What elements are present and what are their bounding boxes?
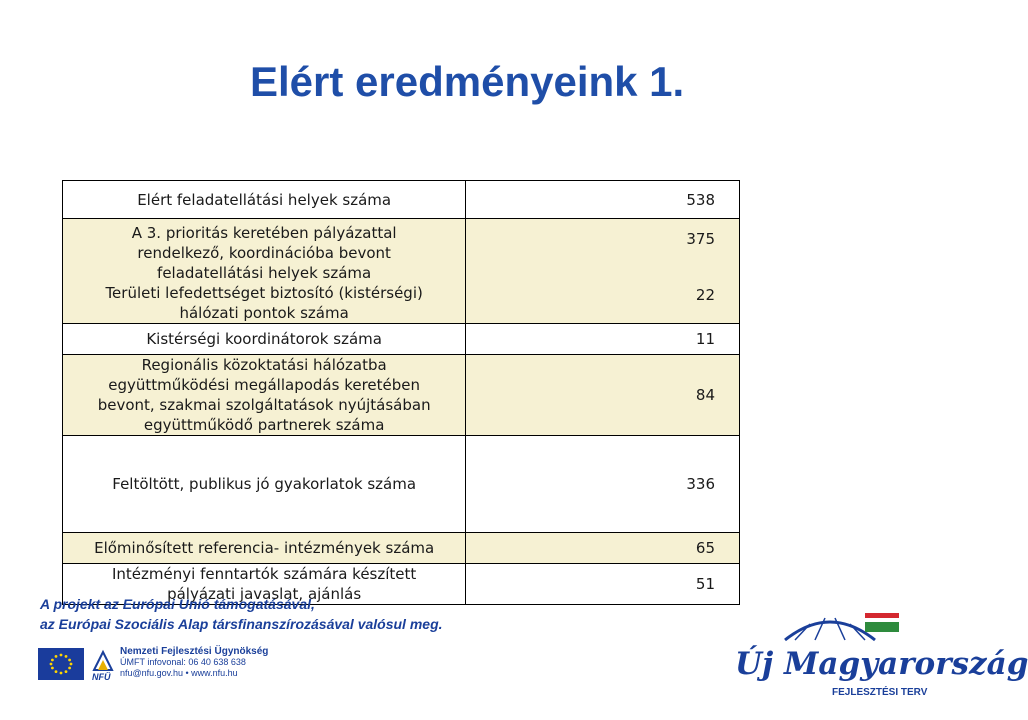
table-row (63, 219, 740, 324)
row-value (466, 219, 740, 324)
row-value: 65 (466, 533, 740, 564)
agency-hotline: ÚMFT infovonal: 06 40 638 638 (120, 657, 246, 667)
row-label: Feltöltött, publikus jó gyakorlatok száma (63, 436, 466, 533)
table-row (63, 324, 740, 355)
table-row (63, 533, 740, 564)
row-value: 84 (466, 355, 740, 436)
table-row (63, 181, 740, 219)
row-label: Elért feladatellátási helyek száma (63, 181, 466, 219)
row-value-primary: 375 (686, 230, 715, 248)
funding-note-line-2: az Európai Szociális Alap társfinanszírozásával valósul meg. (40, 616, 443, 632)
row-value: 51 (466, 564, 740, 605)
row-value: 11 (466, 324, 740, 355)
row-label: A 3. prioritás keretében pályázattal rendelkező, koordinációba bevont feladatellátási helyek száma Területi lefedettséget biztosító (kistérségi) hálózati pontok száma (63, 219, 466, 324)
results-table (62, 180, 740, 605)
agency-info (120, 646, 268, 679)
slide-title: Elért eredményeink 1. (250, 58, 685, 105)
plan-name: Új Magyarország (735, 646, 1028, 682)
nfu-logo-icon (92, 650, 114, 672)
row-value-secondary: 22 (695, 286, 715, 304)
table-row (63, 355, 740, 436)
agency-contact: nfu@nfu.gov.hu • www.nfu.hu (120, 668, 238, 678)
table-row (63, 436, 740, 533)
row-label: Kistérségi koordinátorok száma (63, 324, 466, 355)
agency-short-name: NFÜ (92, 672, 111, 682)
agency-name: Nemzeti Fejlesztési Ügynökség (120, 646, 269, 657)
plan-subtitle: FEJLESZTÉSI TERV (832, 687, 928, 698)
row-value: 336 (466, 436, 740, 533)
row-label: Regionális közoktatási hálózatba együttműködési megállapodás keretében bevont, szakmai szolgáltatások nyújtásában együttműködő partnerek száma (63, 355, 466, 436)
funding-note-line-1: A projekt az Európai Unió támogatásával, (40, 596, 315, 612)
eu-flag-icon (38, 648, 84, 680)
row-label: Intézményi fenntartók számára készített pályázati javaslat, ajánlás (63, 564, 466, 605)
funding-note (40, 594, 443, 634)
row-label: Előminősített referencia- intézmények száma (63, 533, 466, 564)
row-value: 538 (466, 181, 740, 219)
